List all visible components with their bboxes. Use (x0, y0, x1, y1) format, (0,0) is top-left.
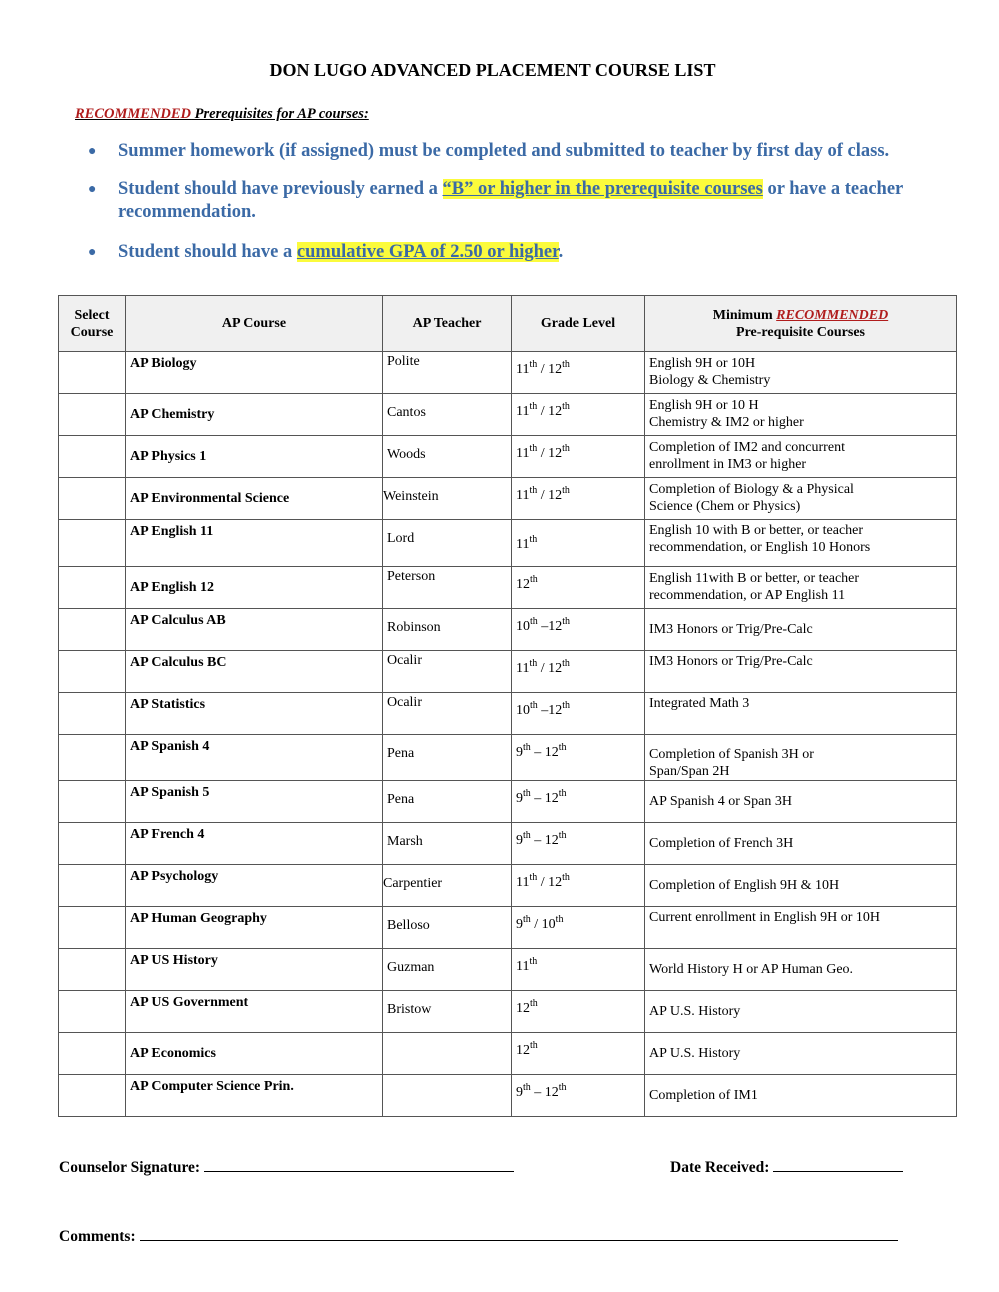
teacher-name: Lord (383, 520, 512, 567)
table-row (59, 609, 957, 651)
prereq-heading (75, 106, 369, 123)
select-course-cell[interactable] (59, 693, 126, 735)
grade-end: 12 (548, 661, 563, 676)
grade-end-suffix: th (562, 872, 570, 883)
grade-end: 12 (544, 833, 559, 848)
table-row (59, 991, 957, 1033)
grade-start: 11 (516, 446, 530, 461)
prereq-courses (645, 949, 957, 991)
bullet-icon: ● (88, 144, 97, 159)
table-row (59, 1075, 957, 1117)
prereq-line-1: Integrated Math 3 (649, 696, 750, 711)
counselor-signature (59, 1159, 514, 1177)
bullet-icon: ● (88, 245, 97, 260)
table-row (59, 907, 957, 949)
grade-start-suffix: th (529, 485, 538, 496)
course-name: AP French 4 (126, 823, 383, 865)
grade-end: 10 (541, 917, 556, 932)
prereq-line-1: Completion of Biology & a Physical (649, 482, 854, 497)
select-course-cell[interactable] (59, 1075, 126, 1117)
signature-line[interactable] (204, 1171, 514, 1172)
grade-start: 9 (516, 1085, 523, 1100)
course-name: AP Chemistry (126, 394, 383, 436)
grade-end-suffix: th (558, 1082, 567, 1093)
table-row (59, 352, 957, 394)
table-row (59, 865, 957, 907)
date-received (670, 1159, 903, 1177)
prereq-courses (645, 478, 957, 520)
table-row (59, 567, 957, 609)
teacher-name: Pena (383, 781, 512, 823)
grade-start: 11 (516, 362, 530, 377)
prereq-line-2: Biology & Chemistry (649, 373, 771, 388)
grade-start-suffix: th (530, 574, 538, 585)
grade-separator: / (537, 446, 549, 461)
teacher-name (383, 1033, 512, 1075)
select-course-cell[interactable] (59, 352, 126, 394)
course-name: AP Spanish 5 (126, 781, 383, 823)
grade-level (512, 609, 645, 651)
grade-end: 12 (544, 791, 559, 806)
course-name: AP Economics (126, 1033, 383, 1075)
bullet-text-before: Student should have a (118, 242, 297, 262)
header-ap-course: AP Course (126, 296, 383, 352)
course-table (58, 295, 957, 1117)
course-name: AP Statistics (126, 693, 383, 735)
grade-end-suffix: th (558, 830, 567, 841)
prereq-courses (645, 609, 957, 651)
prereq-courses (645, 1075, 957, 1117)
prereq-courses (645, 436, 957, 478)
table-row (59, 1033, 957, 1075)
table-row (59, 394, 957, 436)
prereq-courses (645, 907, 957, 949)
bullet-text-before: Student should have previously earned a (118, 179, 443, 199)
grade-level (512, 436, 645, 478)
table-row (59, 693, 957, 735)
prereq-line-1: World History H or AP Human Geo. (649, 962, 854, 977)
grade-start: 11 (516, 537, 530, 552)
select-course-cell[interactable] (59, 478, 126, 520)
grade-end-suffix: th (562, 700, 571, 711)
teacher-name: Weinstein (383, 478, 512, 520)
course-name: AP Spanish 4 (126, 735, 383, 781)
grade-level (512, 478, 645, 520)
table-row (59, 735, 957, 781)
teacher-name: Ocalir (383, 651, 512, 693)
grade-level (512, 352, 645, 394)
grade-level (512, 865, 645, 907)
prereq-courses (645, 693, 957, 735)
teacher-name: Polite (383, 352, 512, 394)
grade-start: 11 (516, 875, 530, 890)
date-line[interactable] (773, 1171, 903, 1172)
bullet-text: Summer homework (if assigned) must be completed and submitted to teacher by first day of class. (118, 141, 890, 161)
grade-end-suffix: th (562, 401, 570, 412)
prereq-line-1: Completion of English 9H & 10H (649, 878, 840, 893)
grade-level (512, 394, 645, 436)
grade-start: 11 (516, 404, 530, 419)
prereq-bullet (88, 140, 968, 163)
grade-end: 12 (548, 404, 563, 419)
prereq-courses (645, 394, 957, 436)
teacher-name: Peterson (383, 567, 512, 609)
prereq-courses (645, 520, 957, 567)
header-select-course (59, 296, 126, 352)
grade-start-suffix: th (523, 830, 531, 841)
select-course-cell[interactable] (59, 781, 126, 823)
grade-start: 11 (516, 959, 530, 974)
grade-start-suffix: th (530, 700, 538, 711)
prereq-line-2: recommendation, or English 10 Honors (649, 540, 871, 555)
prereq-line-1: AP U.S. History (649, 1046, 741, 1061)
prereq-courses (645, 823, 957, 865)
prereq-line-1: English 9H or 10 H (649, 398, 759, 413)
grade-level (512, 1033, 645, 1075)
grade-separator: – (530, 745, 545, 760)
select-course-cell[interactable] (59, 1033, 126, 1075)
prereq-line-1: IM3 Honors or Trig/Pre-Calc (649, 622, 813, 637)
comments-label: Comments: (59, 1228, 136, 1245)
header-select-line1: Select (74, 307, 110, 323)
teacher-name: Woods (383, 436, 512, 478)
table-row (59, 949, 957, 991)
teacher-name (383, 1075, 512, 1117)
grade-start-suffix: th (530, 998, 538, 1009)
select-course-cell[interactable] (59, 991, 126, 1033)
table-row (59, 781, 957, 823)
bullet-highlight: cumulative GPA of 2.50 or higher (296, 242, 559, 262)
table-row (59, 823, 957, 865)
grade-start: 9 (516, 791, 523, 806)
page-title: DON LUGO ADVANCED PLACEMENT COURSE LIST (269, 60, 716, 80)
select-course-cell[interactable] (59, 865, 126, 907)
grade-start: 11 (516, 661, 530, 676)
teacher-name: Pena (383, 735, 512, 781)
header-ap-teacher: AP Teacher (383, 296, 512, 352)
grade-start: 9 (516, 833, 523, 848)
teacher-name: Guzman (383, 949, 512, 991)
course-name: AP US History (126, 949, 383, 991)
prereq-heading-recommended: RECOMMENDED (75, 106, 192, 122)
teacher-name: Cantos (383, 394, 512, 436)
select-course-cell[interactable] (59, 735, 126, 781)
header-min-prefix: Minimum (712, 307, 777, 323)
prereq-line-1: AP Spanish 4 or Span 3H (649, 794, 792, 809)
grade-start-suffix: th (529, 534, 538, 545)
grade-separator: / (537, 875, 549, 890)
table-row (59, 436, 957, 478)
course-name: AP US Government (126, 991, 383, 1033)
grade-level (512, 651, 645, 693)
grade-end: 12 (548, 362, 563, 377)
prereq-line-1: English 10 with B or better, or teacher (649, 523, 864, 538)
grade-level (512, 991, 645, 1033)
prereq-line-1: Current enrollment in English 9H or 10H (649, 910, 880, 925)
prereq-line-2: recommendation, or AP English 11 (649, 588, 846, 603)
table-header-row (59, 296, 957, 352)
course-name: AP English 12 (126, 567, 383, 609)
course-name: AP Calculus BC (126, 651, 383, 693)
course-name: AP Psychology (126, 865, 383, 907)
grade-start-suffix: th (530, 616, 538, 627)
grade-start: 9 (516, 745, 523, 760)
grade-end-suffix: th (558, 742, 567, 753)
prereq-line-2: enrollment in IM3 or higher (649, 457, 807, 472)
grade-start: 11 (516, 488, 530, 503)
prereq-courses (645, 651, 957, 693)
course-table-body (59, 352, 957, 1117)
grade-start-suffix: th (529, 443, 538, 454)
select-course-cell[interactable] (59, 520, 126, 567)
prereq-line-1: AP U.S. History (649, 1004, 741, 1019)
grade-end: 12 (548, 488, 563, 503)
prereq-courses (645, 1033, 957, 1075)
grade-separator: – (530, 1085, 545, 1100)
grade-level (512, 949, 645, 991)
grade-separator: – (530, 833, 545, 848)
prereq-bullet (88, 241, 968, 264)
grade-start: 12 (516, 1043, 530, 1058)
grade-level (512, 1075, 645, 1117)
prereq-line-1: English 9H or 10H (649, 356, 756, 371)
prereq-line-2: Span/Span 2H (649, 764, 730, 779)
header-select-line2: Course (70, 324, 114, 340)
select-course-cell[interactable] (59, 567, 126, 609)
grade-end-suffix: th (562, 658, 570, 669)
teacher-name: Bristow (383, 991, 512, 1033)
grade-level (512, 735, 645, 781)
teacher-name: Belloso (383, 907, 512, 949)
grade-level (512, 567, 645, 609)
grade-end: 12 (544, 745, 559, 760)
course-name: AP Physics 1 (126, 436, 383, 478)
prereq-bullet (88, 178, 968, 224)
prereq-line-1: Completion of IM2 and concurrent (649, 440, 845, 455)
prereq-heading-rest: Prerequisites for AP courses: (191, 106, 369, 122)
prereq-line-2: Science (Chem or Physics) (649, 499, 801, 514)
comments (59, 1228, 898, 1246)
prereq-line-1: English 11with B or better, or teacher (649, 571, 860, 586)
teacher-name: Marsh (383, 823, 512, 865)
grade-start-suffix: th (529, 658, 538, 669)
grade-end: 12 (548, 619, 563, 634)
grade-start-suffix: th (529, 956, 538, 967)
prereq-line-1: IM3 Honors or Trig/Pre-Calc (649, 654, 813, 669)
prereq-courses (645, 352, 957, 394)
prereq-courses (645, 567, 957, 609)
header-grade-level: Grade Level (512, 296, 645, 352)
grade-separator: / (537, 362, 549, 377)
grade-end-suffix: th (562, 485, 570, 496)
header-min-line2: Pre-requisite Courses (736, 324, 865, 340)
grade-start-suffix: th (529, 359, 538, 370)
bullet-text-after: or have a teacher recommendation. (118, 179, 903, 222)
teacher-name: Ocalir (383, 693, 512, 735)
table-row (59, 520, 957, 567)
grade-end: 12 (548, 875, 563, 890)
grade-start: 9 (516, 917, 523, 932)
grade-end: 12 (544, 1085, 559, 1100)
grade-start: 12 (516, 577, 530, 592)
bullet-icon: ● (88, 182, 97, 197)
grade-end-suffix: th (562, 443, 570, 454)
select-course-cell[interactable] (59, 609, 126, 651)
course-name: AP Calculus AB (126, 609, 383, 651)
prereq-line-2: Chemistry & IM2 or higher (649, 415, 804, 430)
prereq-line-1: Completion of Spanish 3H or (649, 747, 814, 762)
bullet-highlight: “B” or higher in the prerequisite courses (442, 179, 763, 199)
select-course-cell[interactable] (59, 949, 126, 991)
grade-separator: / (537, 488, 549, 503)
grade-end-suffix: th (562, 359, 570, 370)
grade-separator: – (537, 619, 549, 634)
select-course-cell[interactable] (59, 394, 126, 436)
grade-separator: – (537, 703, 549, 718)
prereq-courses (645, 865, 957, 907)
grade-start-suffix: th (523, 742, 531, 753)
prereq-courses (645, 781, 957, 823)
grade-end-suffix: th (562, 616, 571, 627)
grade-end: 12 (548, 703, 563, 718)
select-course-cell[interactable] (59, 651, 126, 693)
select-course-cell[interactable] (59, 907, 126, 949)
grade-start: 10 (516, 703, 530, 718)
grade-separator: – (530, 791, 545, 806)
grade-start-suffix: th (523, 788, 531, 799)
header-min-recommended: RECOMMENDED (776, 307, 889, 323)
prereq-line-1: Completion of IM1 (649, 1088, 758, 1103)
grade-start-suffix: th (529, 872, 538, 883)
course-name: AP English 11 (126, 520, 383, 567)
grade-level (512, 907, 645, 949)
date-label: Date Received: (670, 1159, 770, 1176)
bullet-text-after: . (558, 242, 564, 262)
course-name: AP Computer Science Prin. (126, 1075, 383, 1117)
table-row (59, 651, 957, 693)
course-name: AP Human Geography (126, 907, 383, 949)
grade-start-suffix: th (529, 401, 538, 412)
header-min-prereq (645, 296, 957, 352)
prereq-courses (645, 991, 957, 1033)
grade-separator: / (530, 917, 542, 932)
grade-level (512, 693, 645, 735)
course-name: AP Biology (126, 352, 383, 394)
grade-start: 12 (516, 1001, 530, 1016)
grade-separator: / (537, 404, 549, 419)
grade-end: 12 (548, 446, 563, 461)
comments-line[interactable] (140, 1240, 898, 1241)
grade-start: 10 (516, 619, 530, 634)
grade-level (512, 823, 645, 865)
grade-level (512, 520, 645, 567)
course-name: AP Environmental Science (126, 478, 383, 520)
teacher-name: Carpentier (383, 865, 512, 907)
grade-end-suffix: th (555, 914, 564, 925)
prereq-bullet-list (88, 140, 968, 264)
select-course-cell[interactable] (59, 436, 126, 478)
grade-level (512, 781, 645, 823)
grade-start-suffix: th (523, 914, 531, 925)
signature-label: Counselor Signature: (59, 1159, 201, 1176)
grade-separator: / (537, 661, 549, 676)
select-course-cell[interactable] (59, 823, 126, 865)
prereq-courses (645, 735, 957, 781)
table-row (59, 478, 957, 520)
teacher-name: Robinson (383, 609, 512, 651)
grade-start-suffix: th (523, 1082, 531, 1093)
prereq-line-1: Completion of French 3H (649, 836, 794, 851)
grade-end-suffix: th (558, 788, 567, 799)
grade-start-suffix: th (530, 1040, 538, 1051)
